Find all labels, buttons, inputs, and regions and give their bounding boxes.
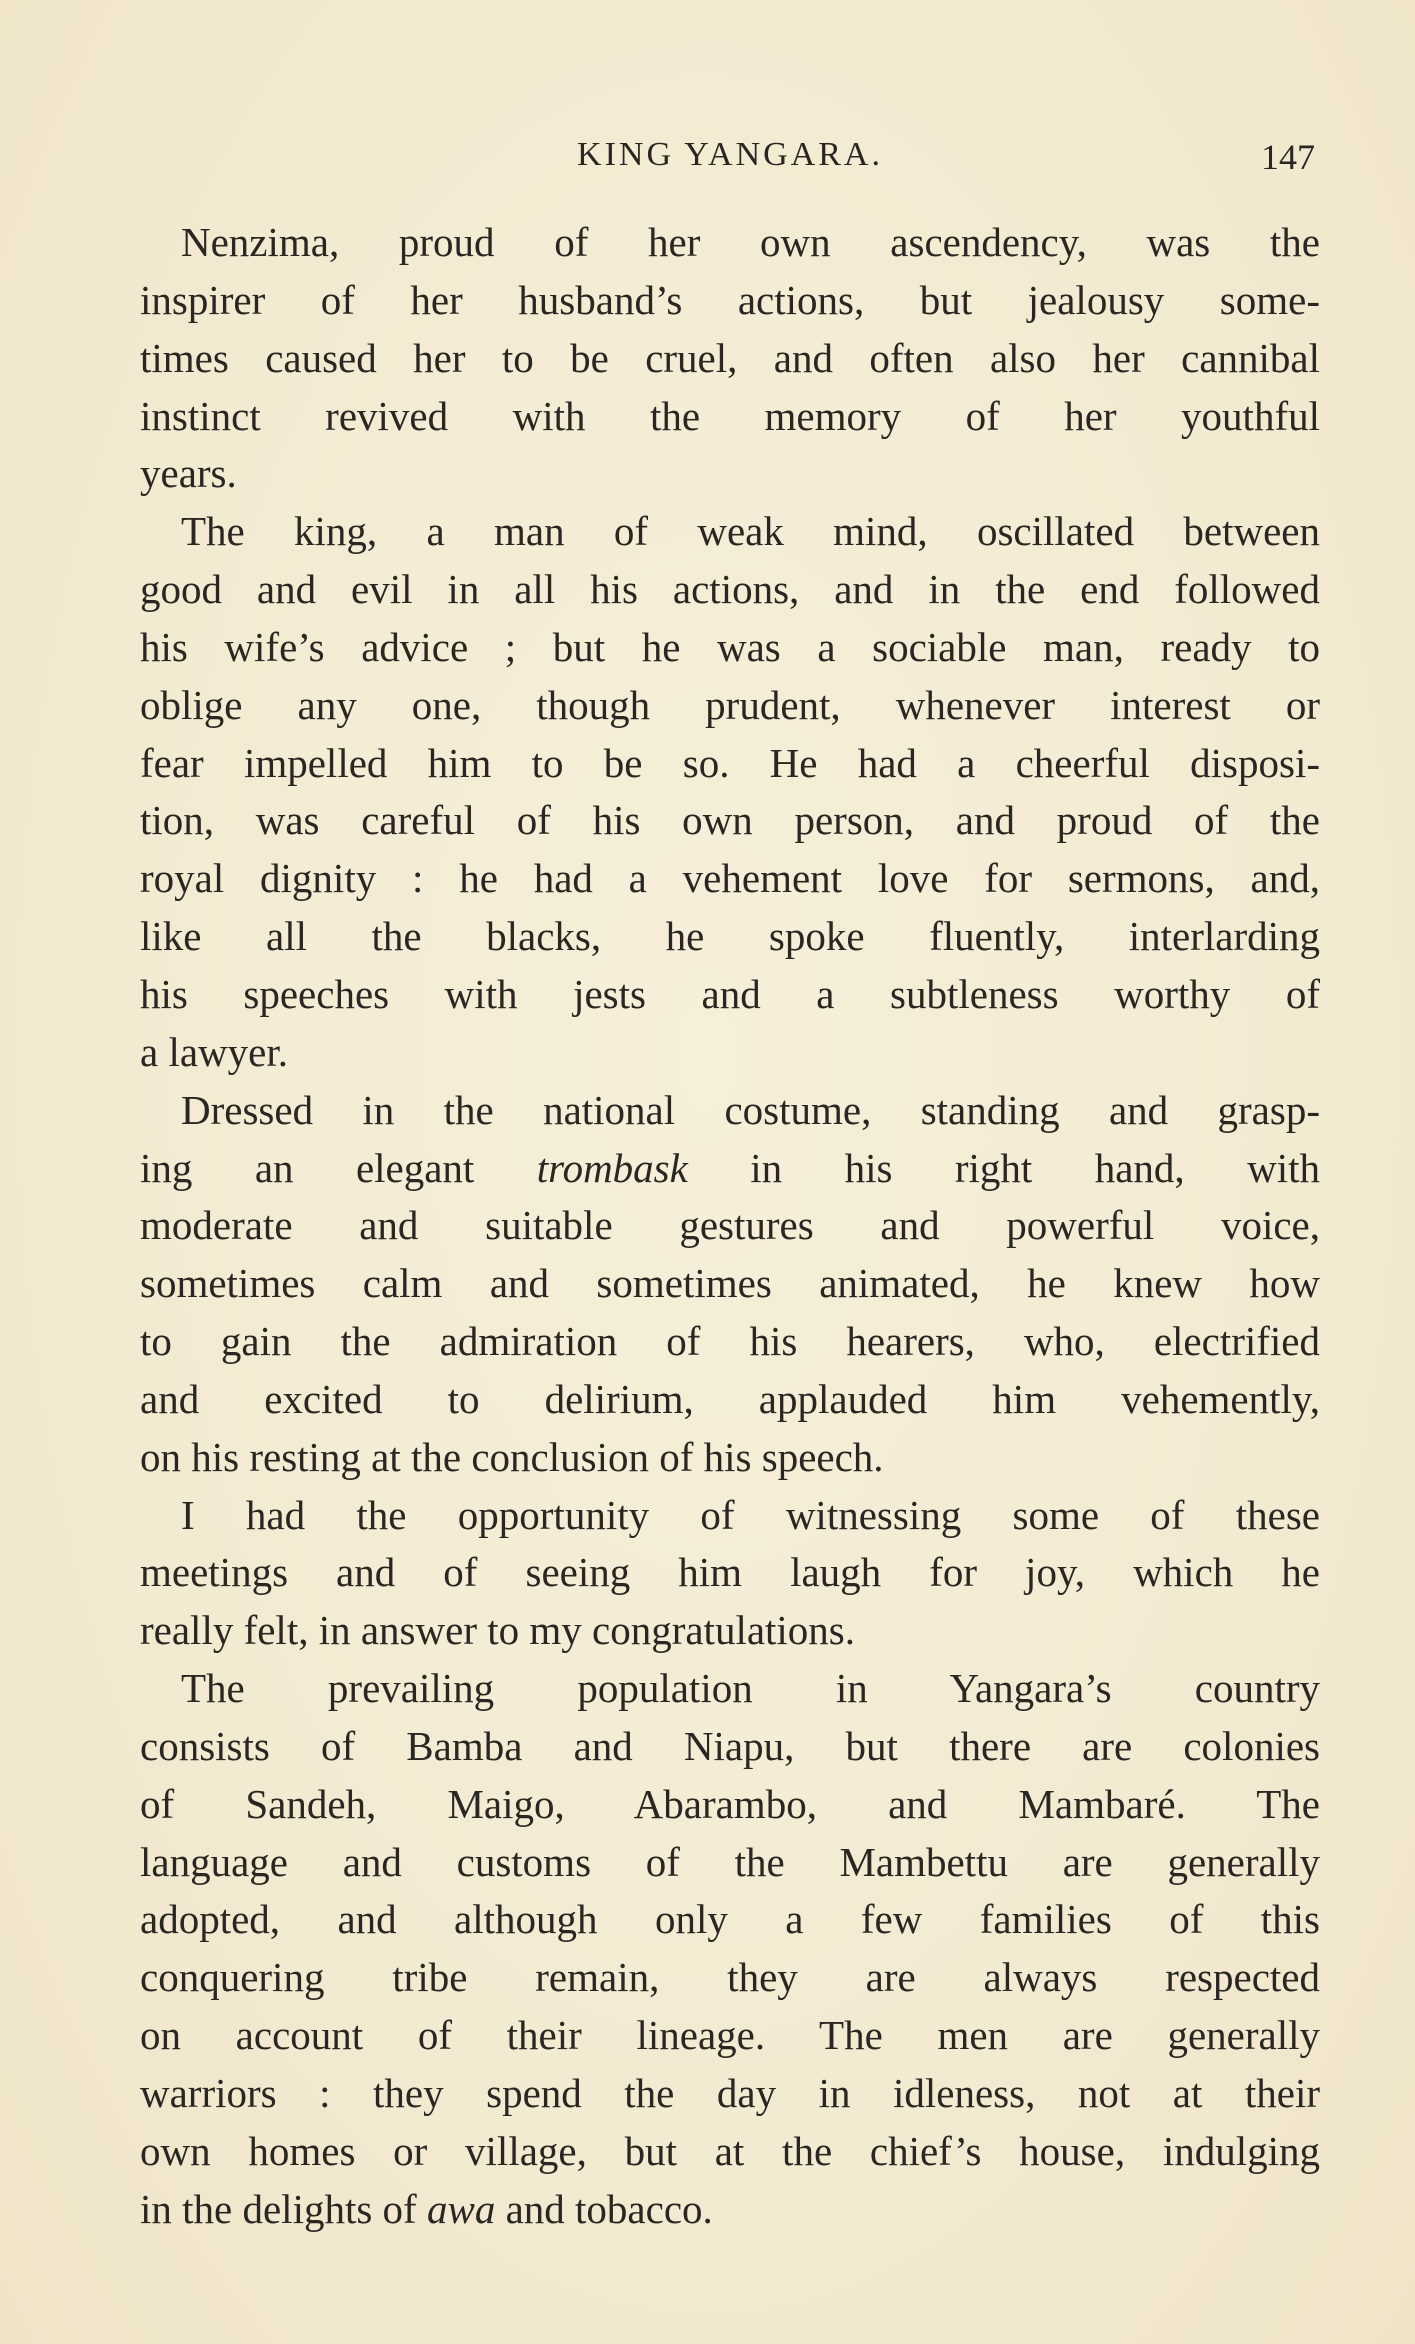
- text-line: on account of their lineage. The men are generally: [140, 2012, 1320, 2059]
- text-line: years.: [140, 450, 237, 497]
- text-line: like all the blacks, he spoke fluently, interlarding: [140, 913, 1320, 960]
- text-line: language and customs of the Mambettu are generally: [140, 1838, 1320, 1885]
- text-line: instinct revived with the memory of her youthful: [140, 392, 1320, 439]
- text-line: a lawyer.: [140, 1028, 288, 1075]
- text-line: tion, was careful of his own person, and proud of the: [140, 797, 1320, 844]
- text-line: inspirer of her husband’s actions, but jealousy some-: [140, 276, 1320, 323]
- text-line: meetings and of seeing him laugh for joy, which he: [140, 1549, 1320, 1596]
- body-text: [140, 214, 1320, 2239]
- text-line: Dressed in the national costume, standing and grasp-: [181, 1086, 1320, 1133]
- text-line: oblige any one, though prudent, whenever interest or: [140, 681, 1320, 728]
- text-line: and excited to delirium, applauded him vehemently,: [140, 1375, 1320, 1422]
- text-line: in the delights of awa and tobacco.: [140, 2185, 713, 2232]
- text-line: conquering tribe remain, they are always respected: [140, 1954, 1320, 2001]
- running-head: [140, 136, 1320, 186]
- text-line: sometimes calm and sometimes animated, he knew how: [140, 1260, 1320, 1307]
- text-line: good and evil in all his actions, and in the end followed: [140, 566, 1320, 613]
- text-line: of Sandeh, Maigo, Abarambo, and Mambaré. The: [140, 1780, 1320, 1827]
- running-title: KING YANGARA.: [577, 136, 883, 173]
- text-line: The king, a man of weak mind, oscillated between: [181, 508, 1320, 555]
- text-line: fear impelled him to be so. He had a cheerful disposi-: [140, 739, 1320, 786]
- text-line: adopted, and although only a few families of this: [140, 1896, 1320, 1943]
- text-line: his speeches with jests and a subtleness worthy of: [140, 970, 1320, 1017]
- page-number: 147: [1261, 137, 1315, 177]
- text-line: I had the opportunity of witnessing some of these: [181, 1491, 1320, 1538]
- text-line: moderate and suitable gestures and powerful voice,: [140, 1202, 1320, 1249]
- text-line: Nenzima, proud of her own ascendency, was the: [181, 219, 1320, 265]
- text-line: to gain the admiration of his hearers, who, electrified: [140, 1318, 1320, 1365]
- italic-word: awa: [426, 2185, 496, 2232]
- text-line: ing an elegant trombask in his right hand, with: [140, 1144, 1320, 1191]
- text-line: times caused her to be cruel, and often also her cannibal: [140, 334, 1320, 381]
- text-line: warriors : they spend the day in idleness, not at their: [140, 2070, 1320, 2116]
- text-line: consists of Bamba and Niapu, but there are colonies: [140, 1722, 1320, 1769]
- text-line: really felt, in answer to my congratulations.: [140, 1607, 856, 1654]
- italic-word: trombask: [536, 1144, 688, 1191]
- text-line: his wife’s advice ; but he was a sociable man, ready to: [140, 623, 1320, 670]
- text-line: own homes or village, but at the chief’s house, indulging: [140, 2127, 1320, 2174]
- text-line: on his resting at the conclusion of his speech.: [140, 1433, 884, 1480]
- text-line: royal dignity : he had a vehement love for sermons, and,: [140, 855, 1320, 902]
- text-line: The prevailing population in Yangara’s country: [181, 1665, 1320, 1712]
